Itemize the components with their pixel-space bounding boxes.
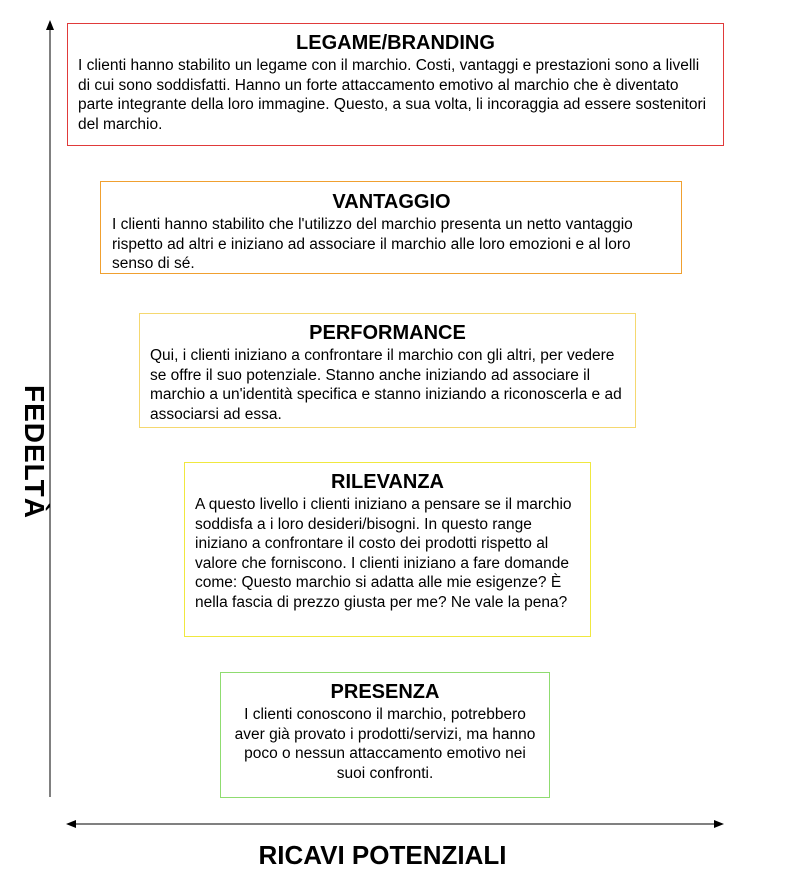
x-axis-arrowhead-right (714, 820, 724, 828)
level-title: PERFORMANCE (309, 322, 466, 344)
level-box-presenza (220, 672, 550, 798)
y-axis-label: FEDELTÀ (19, 384, 50, 520)
level-description: I clienti conoscono il marchio, potrebbero aver già provato i prodotti/servizi, ma hanno poco o nessun attaccamento emotivo nei suoi confronti. (234, 706, 536, 782)
level-description: I clienti hanno stabilito un legame con il marchio. Costi, vantaggi e prestazioni sono a livelli di cui sono soddisfatti. Hanno un forte attaccamento emotivo al marchio che è diventato parte integrante della loro immagine. Questo, a sua volta, li incoraggia ad essere sostenitori del marchio. (78, 57, 707, 133)
level-title: VANTAGGIO (332, 191, 451, 213)
x-axis-label: RICAVI POTENZIALI (258, 840, 507, 870)
level-description: A questo livello i clienti iniziano a pensare se il marchio soddisfa a i loro desideri/bisogni. In questo range iniziano a confrontare il costo dei prodotti rispetto al valore che forniscono. I clienti iniziano a fare domande come: Questo marchio si adatta alle mie esigenze? È nella fascia di prezzo giusta per me? Ne vale la pena? (195, 496, 572, 611)
level-title: RILEVANZA (331, 471, 444, 493)
level-description: Qui, i clienti iniziano a confrontare il marchio con gli altri, per vedere se offre il suo potenziale. Stanno anche iniziando ad associare il marchio a un'identità specifica e stanno iniziando a riconoscerla e ad associarsi ad essa. (150, 347, 622, 423)
level-box-performance (139, 313, 636, 428)
level-description: I clienti hanno stabilito che l'utilizzo del marchio presenta un netto vantaggio rispetto ad altri e iniziano ad associare il marchio alle loro emozioni e al loro senso di sé. (112, 216, 633, 272)
x-axis-arrowhead-left (66, 820, 76, 828)
level-box-legame-branding (67, 23, 724, 146)
level-title: PRESENZA (330, 681, 440, 703)
y-axis-arrowhead (46, 20, 54, 30)
level-box-rilevanza (184, 462, 591, 637)
level-box-vantaggio (100, 181, 682, 274)
level-title: LEGAME/BRANDING (296, 32, 495, 54)
